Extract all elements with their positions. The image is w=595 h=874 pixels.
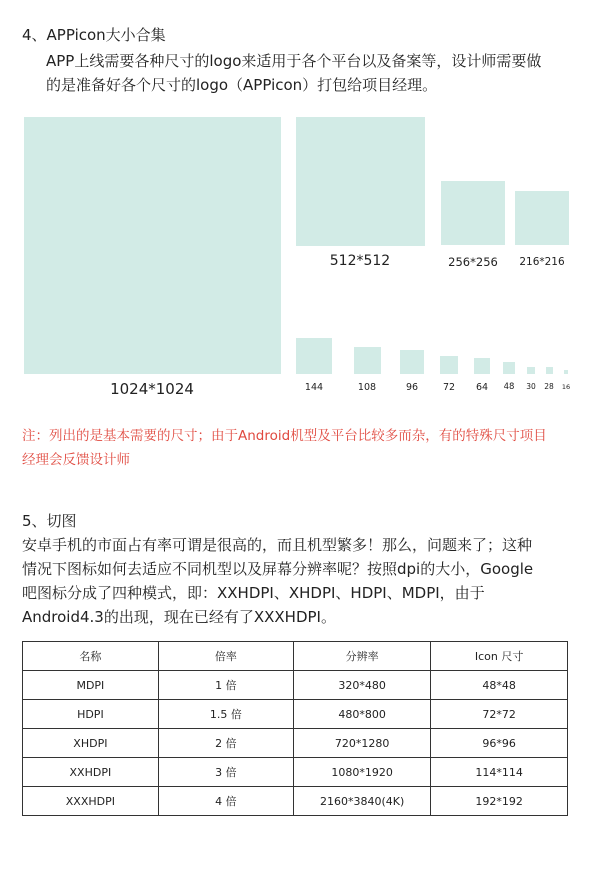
icon-label-256: 256*256 <box>448 255 498 269</box>
table-row <box>23 758 568 787</box>
cell-name: HDPI <box>23 700 159 729</box>
cell-ratio: 2 倍 <box>158 729 293 758</box>
cell-resolution: 2160*3840(4K) <box>294 787 431 816</box>
icon-label-16: 16 <box>561 383 571 391</box>
section5-heading: 5、切图 <box>22 512 77 530</box>
icon-box-1024 <box>24 117 281 374</box>
icon-box-108 <box>354 347 381 374</box>
cell-resolution: 480*800 <box>294 700 431 729</box>
section5-paragraph-line3: 吧图标分成了四种模式，即：XXHDPI、XHDPI、HDPI、MDPI，由于 <box>22 584 485 602</box>
section5-paragraph-line4: Android4.3的出现，现在已经有了XXXHDPI。 <box>22 608 336 626</box>
cell-name: XHDPI <box>23 729 159 758</box>
dpi-table <box>22 641 568 816</box>
icon-label-216: 216*216 <box>519 256 565 268</box>
icon-box-512 <box>296 117 425 246</box>
cell-resolution: 1080*1920 <box>294 758 431 787</box>
icon-box-144 <box>296 338 332 374</box>
cell-resolution: 320*480 <box>294 671 431 700</box>
header-name: 名称 <box>23 642 159 671</box>
cell-icon-size: 72*72 <box>431 700 568 729</box>
cell-icon-size: 192*192 <box>431 787 568 816</box>
cell-name: XXHDPI <box>23 758 159 787</box>
table-row <box>23 729 568 758</box>
cell-name: MDPI <box>23 671 159 700</box>
icon-box-96 <box>400 350 424 374</box>
icon-label-144: 144 <box>304 382 324 393</box>
icon-box-64 <box>474 358 490 374</box>
cell-icon-size: 48*48 <box>431 671 568 700</box>
header-resolution: 分辨率 <box>294 642 431 671</box>
icon-box-72 <box>440 356 458 374</box>
icon-label-512: 512*512 <box>329 253 391 269</box>
icon-box-30 <box>527 367 535 374</box>
section4-heading: 4、APPicon大小合集 <box>22 26 166 44</box>
icon-label-64: 64 <box>475 382 489 393</box>
cell-name: XXXHDPI <box>23 787 159 816</box>
icon-label-48: 48 <box>503 382 515 392</box>
cell-ratio: 1.5 倍 <box>158 700 293 729</box>
section4-paragraph-line1: APP上线需要各种尺寸的logo来适用于各个平台以及备案等，设计师需要做 <box>46 52 542 70</box>
icon-label-30: 30 <box>526 382 536 391</box>
header-icon-size: Icon 尺寸 <box>431 642 568 671</box>
icon-box-216 <box>515 191 569 245</box>
note-line1: 注：列出的是基本需要的尺寸；由于Android机型及平台比较多而杂，有的特殊尺寸项目 <box>22 428 547 444</box>
cell-icon-size: 114*114 <box>431 758 568 787</box>
icon-box-48 <box>503 362 515 374</box>
icon-label-108: 108 <box>357 382 377 393</box>
table-row <box>23 787 568 816</box>
icon-box-28 <box>546 367 553 374</box>
note-line2: 经理会反馈设计师 <box>22 452 130 468</box>
cell-ratio: 4 倍 <box>158 787 293 816</box>
section4-paragraph-line2: 的是准备好各个尺寸的logo（APPicon）打包给项目经理。 <box>46 76 438 94</box>
icon-label-28: 28 <box>544 382 554 391</box>
cell-icon-size: 96*96 <box>431 729 568 758</box>
icon-box-256 <box>441 181 505 245</box>
section5-paragraph-line1: 安卓手机的市面占有率可谓是很高的，而且机型繁多！那么，问题来了；这种 <box>22 536 533 554</box>
section5-paragraph-line2: 情况下图标如何去适应不同机型以及屏幕分辨率呢？按照dpi的大小，Google <box>22 560 534 578</box>
cell-ratio: 3 倍 <box>158 758 293 787</box>
icon-label-96: 96 <box>405 382 419 393</box>
icon-label-72: 72 <box>442 382 456 393</box>
header-ratio: 倍率 <box>158 642 293 671</box>
cell-resolution: 720*1280 <box>294 729 431 758</box>
icon-label-1024: 1024*1024 <box>110 380 194 398</box>
icon-box-16 <box>564 370 568 374</box>
table-header-row <box>23 642 568 671</box>
cell-ratio: 1 倍 <box>158 671 293 700</box>
table-row <box>23 671 568 700</box>
table-row <box>23 700 568 729</box>
